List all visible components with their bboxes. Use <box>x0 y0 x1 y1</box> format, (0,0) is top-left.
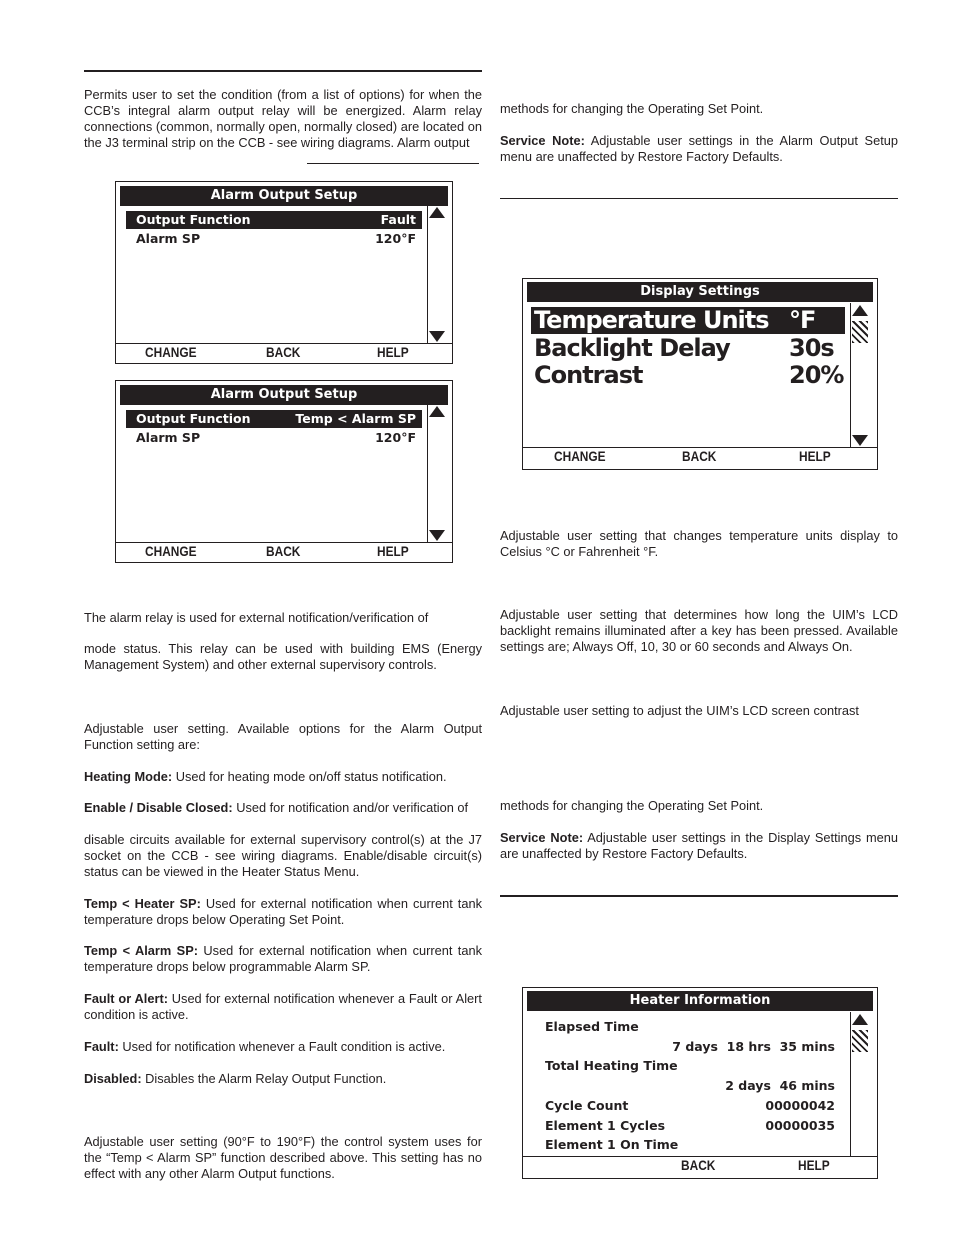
row-label: Alarm SP <box>136 430 201 445</box>
scroll-down-arrow-icon[interactable] <box>429 530 445 541</box>
row-label: Alarm SP <box>136 231 201 246</box>
change-softkey[interactable]: CHANGE <box>554 448 606 464</box>
row-value: 120°F <box>375 231 416 246</box>
menu-row-backlight-delay[interactable] <box>531 335 845 362</box>
scroll-down-arrow-icon[interactable] <box>429 331 445 342</box>
section-rule-top-left <box>84 70 482 72</box>
menu-row-output-function[interactable] <box>126 211 422 229</box>
service-note-2 <box>500 830 898 862</box>
methods-note-2: methods for changing the Operating Set Point. <box>500 798 764 813</box>
row-label: Total Heating Time <box>545 1058 678 1073</box>
option-fault <box>84 1039 482 1055</box>
screen-title: Heater Information <box>527 991 873 1011</box>
output-function-intro: Adjustable user setting. Available options for the Alarm Output Function setting are: <box>84 721 482 752</box>
scroll-up-arrow-icon[interactable] <box>852 305 868 316</box>
alarm-output-screen-temp-alarm <box>115 380 453 563</box>
methods-note-1: methods for changing the Operating Set Point. <box>500 101 764 116</box>
option-name: Temp < Heater SP: <box>84 896 201 911</box>
scrollbar[interactable] <box>427 206 446 344</box>
back-softkey[interactable]: BACK <box>266 543 301 559</box>
back-softkey[interactable]: BACK <box>266 344 301 360</box>
row-label: Backlight Delay <box>534 334 730 362</box>
row-label: Element 1 Cycles <box>545 1118 666 1133</box>
help-softkey[interactable]: HELP <box>377 543 409 559</box>
option-disabled <box>84 1071 482 1087</box>
option-heating-mode <box>84 769 482 785</box>
row-value: Temp < Alarm SP <box>295 411 416 426</box>
info-row-total-heating-value <box>535 1077 841 1095</box>
back-softkey[interactable]: BACK <box>682 448 717 464</box>
temperature-units-paragraph: Adjustable user setting that changes temperature units display to Celsius °C or Fahrenheit °F. <box>500 528 898 559</box>
backlight-delay-paragraph: Adjustable user setting that determines how long the UIM’s LCD backlight remains illuminated after a key has been pressed. Available settings are; Always Off, 10, 30 or 60 seconds and Always On. <box>500 607 898 654</box>
row-value: 7 days 18 hrs 35 mins <box>672 1039 835 1054</box>
heater-information-screen <box>522 987 878 1179</box>
scrollbar[interactable] <box>850 1012 869 1157</box>
section-rule-display <box>500 198 898 199</box>
row-value: Fault <box>380 212 416 227</box>
option-temp-alarm-sp <box>84 943 482 975</box>
alarm-sp-paragraph: Adjustable user setting (90°F to 190°F) the control system uses for the “Temp < Alarm SP” function described above. This setting has no effect with any other Alarm Output functions. <box>84 1134 482 1181</box>
option-enable-disable <box>84 800 482 816</box>
menu-row-alarm-sp[interactable] <box>126 429 422 447</box>
option-enable-disable-cont <box>84 832 482 880</box>
alarm-output-screen-fault <box>115 181 453 364</box>
relay-paragraph-2: mode status. This relay can be used with building EMS (Energy Management System) and other external supervisory controls. <box>84 641 482 672</box>
screen-title: Display Settings <box>527 282 873 302</box>
scroll-up-arrow-icon[interactable] <box>852 1014 868 1025</box>
scroll-up-arrow-icon[interactable] <box>429 406 445 417</box>
row-value: 2 days 46 mins <box>725 1078 835 1093</box>
help-softkey[interactable]: HELP <box>377 344 409 360</box>
row-value: °F <box>789 306 816 334</box>
scroll-thumb[interactable] <box>852 321 868 343</box>
screen-title: Alarm Output Setup <box>120 186 448 206</box>
row-label: Cycle Count <box>545 1098 629 1113</box>
change-softkey[interactable]: CHANGE <box>145 543 197 559</box>
row-label: Element 1 On Time <box>545 1137 679 1152</box>
change-softkey[interactable]: CHANGE <box>145 344 197 360</box>
option-text: Used for notification and/or verification of <box>232 800 469 815</box>
row-value: 30s <box>789 334 834 362</box>
row-label: Output Function <box>136 212 251 227</box>
help-softkey[interactable]: HELP <box>798 1157 830 1173</box>
contrast-paragraph: Adjustable user setting to adjust the UIM’s LCD screen contrast <box>500 703 859 718</box>
option-text: Used for external notification when current tank temperature drops below programmable Alarm SP. <box>84 943 482 974</box>
menu-row-contrast[interactable] <box>531 362 845 389</box>
option-name: Temp < Alarm SP: <box>84 943 199 958</box>
row-value: 00000035 <box>765 1118 835 1133</box>
service-note-text: Adjustable user settings in the Alarm Output Setup menu are unaffected by Restore Factory Defaults. <box>500 133 899 164</box>
info-row-element-1-on-time <box>535 1136 841 1154</box>
option-name: Heating Mode: <box>84 769 173 784</box>
intro-underline <box>307 163 479 164</box>
menu-row-temperature-units[interactable] <box>531 307 845 334</box>
scroll-thumb[interactable] <box>852 1030 868 1052</box>
option-text: Disables the Alarm Relay Output Function. <box>141 1071 387 1086</box>
row-value: 20% <box>789 361 844 389</box>
row-label: Temperature Units <box>534 306 769 334</box>
option-name: Fault or Alert: <box>84 991 168 1006</box>
option-text: Used for external notification whenever a Fault or Alert condition is active. <box>84 991 482 1022</box>
row-label: Contrast <box>534 361 643 389</box>
info-row-elapsed-value <box>535 1038 841 1056</box>
option-temp-heater-sp <box>84 896 482 928</box>
menu-row-alarm-sp[interactable] <box>126 230 422 248</box>
scrollbar[interactable] <box>850 303 869 448</box>
menu-row-output-function[interactable] <box>126 410 422 428</box>
scrollbar[interactable] <box>427 405 446 543</box>
service-note-1 <box>500 133 898 165</box>
option-text: Used for notification whenever a Fault condition is active. <box>118 1039 446 1054</box>
back-softkey[interactable]: BACK <box>681 1157 716 1173</box>
service-note-text: Adjustable user settings in the Display Settings menu are unaffected by Restore Factory Defaults. <box>500 830 899 861</box>
service-note-label: Service Note: <box>500 830 584 845</box>
info-row-total-heating-time <box>535 1057 841 1075</box>
scroll-down-arrow-icon[interactable] <box>852 435 868 446</box>
row-value: 00000042 <box>765 1098 835 1113</box>
option-fault-or-alert <box>84 991 482 1023</box>
info-row-elapsed-time <box>535 1018 841 1036</box>
option-name: Enable / Disable Closed: <box>84 800 233 815</box>
option-text: disable circuits available for external supervisory control(s) at the J7 socket on the CCB - see wiring diagrams. Enable/disable circuit(s) status can be viewed in the Heater Status Menu. <box>84 832 482 879</box>
screen-title: Alarm Output Setup <box>120 385 448 405</box>
row-label: Elapsed Time <box>545 1019 639 1034</box>
section-rule-heater-info <box>500 895 898 897</box>
info-row-cycle-count <box>535 1097 841 1115</box>
option-text: Used for external notification when current tank temperature drops below Operating Set Point. <box>84 896 482 927</box>
alarm-output-intro: Permits user to set the condition (from a list of options) for when the CCB’s integral alarm output relay will be energized. Alarm relay connections (common, normally open, normally closed) are located on the J3 terminal strip on the CCB - see wiring diagrams. Alarm output <box>84 87 482 150</box>
option-name: Disabled: <box>84 1071 142 1086</box>
service-note-label: Service Note: <box>500 133 585 148</box>
display-settings-screen <box>522 278 878 470</box>
scroll-up-arrow-icon[interactable] <box>429 207 445 218</box>
row-label: Output Function <box>136 411 251 426</box>
help-softkey[interactable]: HELP <box>799 448 831 464</box>
option-name: Fault: <box>84 1039 119 1054</box>
relay-paragraph-1: The alarm relay is used for external notification/verification of <box>84 610 429 625</box>
row-value: 120°F <box>375 430 416 445</box>
option-text: Used for heating mode on/off status notification. <box>172 769 447 784</box>
info-row-element-1-cycles <box>535 1117 841 1135</box>
